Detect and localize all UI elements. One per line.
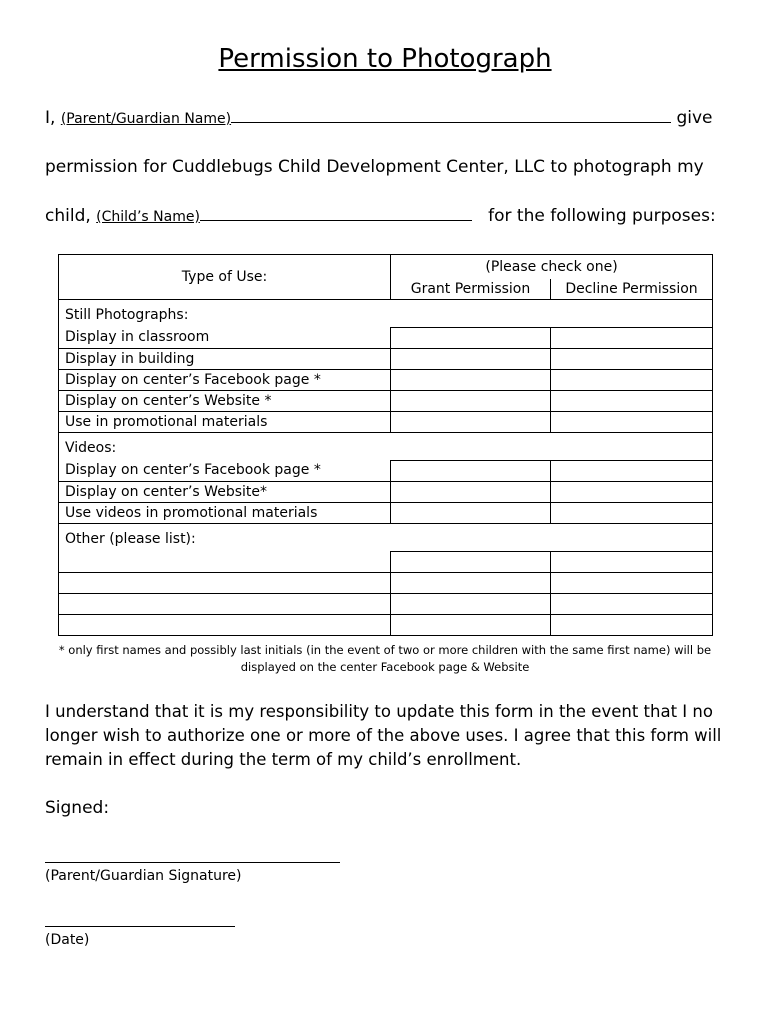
use-label: Display on center’s Facebook page * bbox=[59, 460, 391, 481]
permission-statement: permission for Cuddlebugs Child Development Center, LLC to photograph my bbox=[45, 157, 704, 177]
table-row bbox=[59, 411, 713, 432]
grant-checkbox-cell[interactable] bbox=[391, 481, 551, 502]
grant-checkbox-cell[interactable] bbox=[391, 411, 551, 432]
decline-checkbox-cell[interactable] bbox=[551, 460, 713, 481]
grant-checkbox-cell[interactable] bbox=[391, 502, 551, 523]
decline-checkbox-cell[interactable] bbox=[551, 481, 713, 502]
use-label: Use in promotional materials bbox=[59, 411, 391, 432]
table-row bbox=[59, 348, 713, 369]
decline-checkbox-cell[interactable] bbox=[551, 614, 713, 635]
parent-name-field[interactable] bbox=[231, 108, 671, 123]
grant-checkbox-cell[interactable] bbox=[391, 327, 551, 348]
child-name-field[interactable] bbox=[200, 206, 472, 221]
parent-name-label: (Parent/Guardian Name) bbox=[60, 111, 232, 127]
use-label: Display on center’s Website* bbox=[59, 481, 391, 502]
table-row bbox=[59, 327, 713, 348]
check-one-header: (Please check one) bbox=[391, 255, 713, 279]
table-row bbox=[59, 551, 713, 572]
use-label: Display in building bbox=[59, 348, 391, 369]
form-title: Permission to Photograph bbox=[218, 44, 552, 74]
decline-checkbox-cell[interactable] bbox=[551, 411, 713, 432]
table-row bbox=[59, 614, 713, 635]
permissions-table bbox=[58, 254, 713, 636]
use-label: Display in classroom bbox=[59, 327, 391, 348]
grant-checkbox-cell[interactable] bbox=[391, 369, 551, 390]
section-heading-row bbox=[59, 299, 713, 327]
decline-checkbox-cell[interactable] bbox=[551, 348, 713, 369]
use-label bbox=[59, 614, 391, 635]
table-row bbox=[59, 369, 713, 390]
grant-checkbox-cell[interactable] bbox=[391, 593, 551, 614]
decline-checkbox-cell[interactable] bbox=[551, 369, 713, 390]
decline-checkbox-cell[interactable] bbox=[551, 593, 713, 614]
section-heading-row bbox=[59, 432, 713, 460]
line3-suffix: for the following purposes: bbox=[488, 206, 716, 226]
use-label: Display on center’s Website * bbox=[59, 390, 391, 411]
child-name-label: (Child’s Name) bbox=[96, 209, 200, 225]
use-label: Display on center’s Facebook page * bbox=[59, 369, 391, 390]
line3-prefix: child, bbox=[45, 206, 91, 226]
signature-label: (Parent/Guardian Signature) bbox=[45, 868, 242, 884]
table-row bbox=[59, 460, 713, 481]
table-row bbox=[59, 390, 713, 411]
grant-checkbox-cell[interactable] bbox=[391, 572, 551, 593]
date-label: (Date) bbox=[45, 932, 90, 948]
decline-checkbox-cell[interactable] bbox=[551, 327, 713, 348]
type-of-use-header: Type of Use: bbox=[59, 255, 391, 300]
grant-checkbox-cell[interactable] bbox=[391, 460, 551, 481]
signature-line[interactable] bbox=[45, 862, 340, 863]
grant-checkbox-cell[interactable] bbox=[391, 348, 551, 369]
grant-checkbox-cell[interactable] bbox=[391, 614, 551, 635]
responsibility-paragraph: I understand that it is my responsibility to update this form in the event that I no longer wish to authorize one or more of the above uses. I agree that this form will remain in effect during the term of my child’s enrollment. bbox=[45, 702, 722, 769]
decline-checkbox-cell[interactable] bbox=[551, 551, 713, 572]
line1-suffix: give bbox=[676, 108, 713, 128]
section-heading: Still Photographs: bbox=[59, 299, 713, 327]
use-label bbox=[59, 593, 391, 614]
decline-checkbox-cell[interactable] bbox=[551, 502, 713, 523]
decline-permission-header: Decline Permission bbox=[551, 279, 713, 300]
grant-permission-header: Grant Permission bbox=[391, 279, 551, 300]
section-heading: Videos: bbox=[59, 432, 713, 460]
decline-checkbox-cell[interactable] bbox=[551, 572, 713, 593]
table-row bbox=[59, 502, 713, 523]
line1-prefix: I, bbox=[45, 108, 56, 128]
grant-checkbox-cell[interactable] bbox=[391, 390, 551, 411]
decline-checkbox-cell[interactable] bbox=[551, 390, 713, 411]
footnote: * only first names and possibly last initials (in the event of two or more children with the same first name) will be displayed on the center Facebook page & Website bbox=[58, 643, 712, 674]
table-row bbox=[59, 481, 713, 502]
use-label: Use videos in promotional materials bbox=[59, 502, 391, 523]
parent-name-line bbox=[45, 108, 725, 128]
signed-label: Signed: bbox=[45, 798, 110, 818]
date-line[interactable] bbox=[45, 926, 235, 927]
table-row bbox=[59, 593, 713, 614]
use-label bbox=[59, 551, 391, 572]
section-heading-row bbox=[59, 523, 713, 551]
table-row bbox=[59, 572, 713, 593]
use-label bbox=[59, 572, 391, 593]
grant-checkbox-cell[interactable] bbox=[391, 551, 551, 572]
child-name-line bbox=[45, 206, 716, 226]
section-heading: Other (please list): bbox=[59, 523, 713, 551]
